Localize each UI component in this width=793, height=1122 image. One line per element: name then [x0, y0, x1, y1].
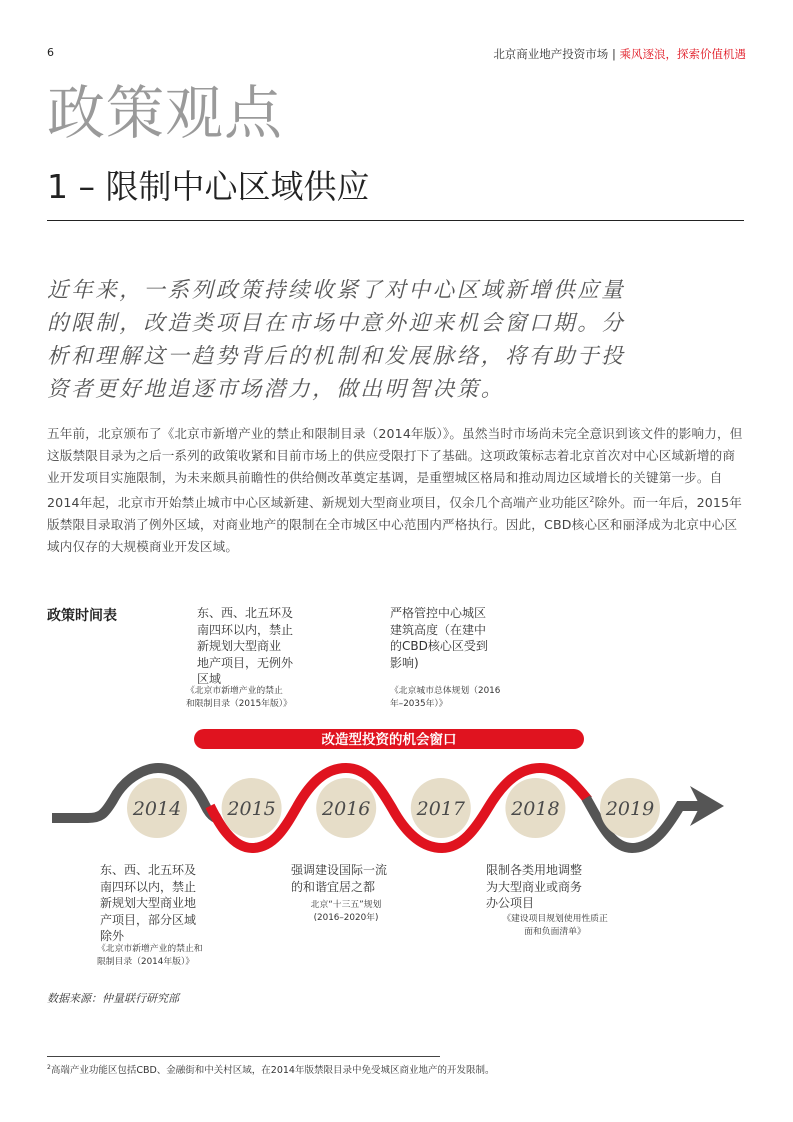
note-line: 东、西、北五环及 [197, 606, 294, 620]
note-line: 东、西、北五环及 [100, 863, 197, 877]
source-line: (2016–2020年) [313, 913, 379, 923]
note-2015-text [197, 605, 337, 688]
note-line: 的CBD核心区受到 [390, 639, 488, 653]
note-2017-source [390, 685, 550, 711]
note-line: 南四环以内，禁止 [197, 622, 294, 637]
lead-paragraph: 近年来，一系列政策持续收紧了对中心区域新增供应量的限制，改造类项目在市场中意外迎来机会窗口期。分析和理解这一趋势背后的机制和发展脉络，将有助于投资者更好地追逐市场潜力，做出明智决策。 [47, 278, 626, 402]
note-2015-source [186, 685, 346, 711]
year-label-2017: 2017 [416, 798, 465, 820]
page-number: 6 [47, 46, 54, 59]
note-2018-source [480, 913, 630, 939]
note-line: 地产项目，无例外 [197, 655, 294, 670]
note-2017-top [390, 605, 530, 671]
year-label-2018: 2018 [511, 798, 560, 820]
body-text-part2: 除外。而一年后，2015年版禁限目录取消了例外区域，对商业地产的限制在全市城区中心范围内严格执行。因此，CBD核心区和丽泽成为北京中心区域内仅存的大规模商业开发区域。 [47, 495, 743, 554]
page-title: 政策观点 [47, 79, 284, 147]
window-banner-label: 改造型投资的机会窗口 [321, 732, 457, 748]
note-line: 产项目，部分区域 [100, 912, 197, 927]
note-line: 除外 [100, 929, 125, 943]
note-line: 建筑高度（在建中 [390, 622, 487, 637]
header-accent: 乘风逐浪，探索价值机遇 [619, 47, 746, 61]
note-line: 办公项目 [486, 896, 535, 910]
footnote [47, 1062, 494, 1076]
note-2015-top [197, 605, 337, 688]
source-line: 面和负面清单》 [524, 927, 586, 937]
year-label-2016: 2016 [322, 798, 371, 820]
footnote-text: 高端产业功能区包括CBD、金融街和中关村区域，在2014年版禁限目录中免受城区商业地产的开发限制。 [50, 1065, 495, 1076]
year-label-2019: 2019 [605, 798, 655, 820]
note-2014-text [100, 862, 240, 945]
note-line: 限制各类用地调整 [486, 863, 583, 877]
source-line: 《北京市新增产业的禁止和 [97, 944, 203, 954]
note-line: 影响) [390, 655, 419, 670]
note-line: 的和谐宜居之都 [291, 879, 376, 894]
section-subtitle: 1 – 限制中心区域供应 [47, 167, 370, 206]
timeline-title: 政策时间表 [47, 608, 117, 624]
header-main: 北京商业地产投资市场 | [493, 47, 620, 61]
note-2017-text [390, 605, 530, 671]
source-line: 限制目录（2014年版）》 [97, 957, 195, 967]
source-line: 《北京市新增产业的禁止 [186, 686, 283, 696]
footnote-number: 2 [47, 1064, 51, 1071]
footnote-ref: 2 [589, 495, 595, 504]
footnote-divider [47, 1056, 440, 1057]
note-2016-source [291, 899, 401, 925]
source-line: 北京“十三五”规划 [310, 900, 382, 910]
note-line: 为大型商业或商务 [486, 879, 583, 894]
note-line: 强调建设国际一流 [291, 863, 388, 877]
source-line: 年–2035年）》 [390, 699, 448, 709]
note-2016-bottom [291, 862, 431, 895]
note-2016-text [291, 862, 431, 895]
year-label-2014: 2014 [132, 798, 182, 820]
note-2014-source [97, 943, 257, 969]
body-text-part1: 五年前，北京颁布了《北京市新增产业的禁止和限制目录（2014年版）》。虽然当时市场尚未完全意识到该文件的影响力，但这版禁限目录为之后一系列的政策收紧和目前市场上的供应受限打下了基础。这项政策标志着北京首次对中心区域新增的商业开发项目实施限制，为未来颇具前瞻性的供给侧改革奠定基调，是重塑城区格局和推动周边区域增长的关键第一步。自2014年起，北京市开始禁止城市中心区域新建、新规划大型商业项目，仅余几个高端产业功能区 [47, 426, 743, 510]
note-line: 南四环以内，禁止 [100, 879, 197, 894]
source-line: 和限制目录（2015年版）》 [186, 699, 292, 709]
source-line: 《北京城市总体规划（2016 [390, 686, 501, 696]
note-line: 新规划大型商业 [197, 639, 282, 653]
note-line: 新规划大型商业地 [100, 896, 197, 910]
note-line: 严格管控中心城区 [390, 606, 487, 620]
data-source: 数据来源：仲量联行研究部 [47, 992, 179, 1005]
note-2014-bottom [100, 862, 240, 945]
note-2018-bottom [486, 862, 626, 912]
source-line: 《建设项目规划使用性质正 [502, 914, 608, 924]
note-line: 区域 [197, 672, 222, 686]
note-2018-text [486, 862, 626, 912]
year-label-2015: 2015 [227, 798, 276, 820]
